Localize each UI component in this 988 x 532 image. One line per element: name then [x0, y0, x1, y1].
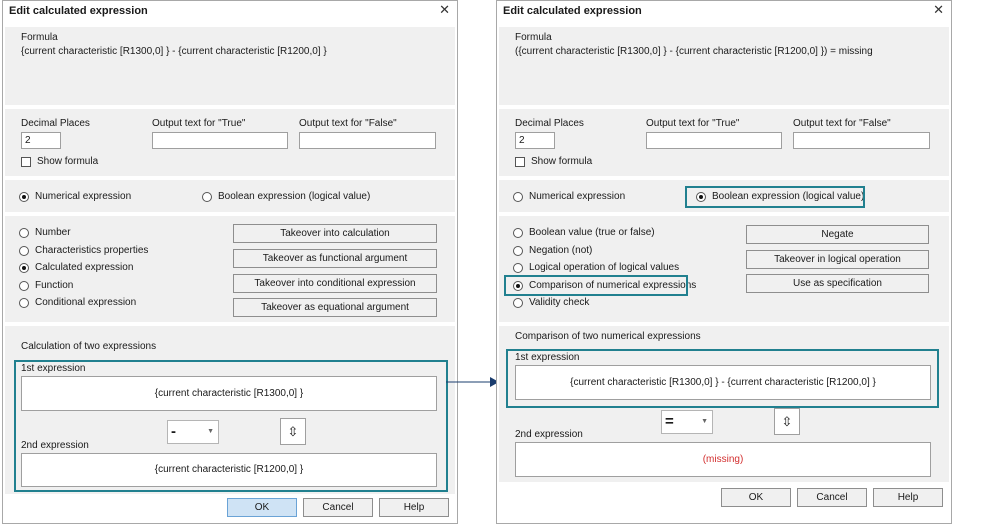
comparison-section-label: Comparison of two numerical expressions	[515, 331, 701, 342]
true-output-input[interactable]	[646, 132, 782, 149]
help-button[interactable]: Help	[379, 498, 449, 517]
radio-circle	[19, 263, 29, 273]
false-output-input[interactable]	[299, 132, 436, 149]
takeover-into-calculation-button[interactable]: Takeover into calculation	[233, 224, 437, 243]
left-mode-panel	[5, 180, 455, 212]
false-output-label: Output text for "False"	[793, 118, 891, 129]
radio-label: Validity check	[529, 297, 590, 308]
operator-select[interactable]	[661, 410, 713, 434]
decimal-places-input[interactable]: 2	[515, 132, 555, 149]
show-formula-checkbox[interactable]	[21, 156, 98, 167]
chevron-down-icon: ▼	[207, 428, 214, 435]
swap-vertical-icon: ⇳	[781, 413, 793, 429]
formula-label: Formula	[21, 32, 58, 43]
highlight-frame-calculation	[14, 360, 448, 492]
radio-number[interactable]	[19, 227, 71, 238]
formula-label: Formula	[515, 32, 552, 43]
formula-text: {current characteristic [R1300,0] } - {current characteristic [R1200,0] }	[21, 46, 327, 57]
radio-label: Boolean expression (logical value)	[712, 191, 865, 202]
right-formula-panel	[499, 27, 949, 105]
left-options-panel	[5, 216, 455, 322]
radio-circle	[19, 228, 29, 238]
takeover-conditional-expression-button[interactable]: Takeover into conditional expression	[233, 274, 437, 293]
first-expression-label: 1st expression	[21, 363, 86, 374]
radio-validity-check[interactable]	[513, 297, 589, 308]
right-dialog-title: Edit calculated expression	[503, 5, 642, 17]
show-formula-label: Show formula	[531, 156, 593, 167]
close-icon[interactable]: ✕	[439, 2, 450, 17]
takeover-logical-operation-button[interactable]: Takeover in logical operation	[746, 250, 929, 269]
radio-circle	[202, 192, 212, 202]
second-expression-value: {current characteristic [R1200,0] }	[154, 464, 304, 475]
left-dialog	[2, 0, 458, 524]
radio-circle	[513, 298, 523, 308]
formula-text: ({current characteristic [R1300,0] } - {current characteristic [R1200,0] }) = missing	[515, 46, 873, 57]
takeover-functional-argument-button[interactable]: Takeover as functional argument	[233, 249, 437, 268]
radio-label: Numerical expression	[529, 191, 626, 202]
radio-numerical-expression[interactable]	[19, 191, 131, 202]
radio-label: Numerical expression	[35, 191, 132, 202]
radio-label: Characteristics properties	[35, 245, 149, 256]
radio-circle	[513, 263, 523, 273]
calculation-section-label: Calculation of two expressions	[21, 341, 157, 352]
radio-label: Function	[35, 280, 74, 291]
left-dialog-title: Edit calculated expression	[9, 5, 148, 17]
radio-circle	[513, 192, 523, 202]
radio-label: Conditional expression	[35, 297, 137, 308]
second-expression-label: 2nd expression	[515, 429, 583, 440]
cancel-button[interactable]: Cancel	[797, 488, 867, 507]
radio-label: Negation (not)	[529, 245, 593, 256]
swap-vertical-icon: ⇳	[287, 423, 299, 439]
decimal-places-label: Decimal Places	[515, 118, 584, 129]
radio-boolean-value[interactable]	[513, 227, 655, 238]
radio-circle	[513, 246, 523, 256]
decimal-places-label: Decimal Places	[21, 118, 90, 129]
radio-label: Comparison of numerical expressions	[529, 280, 697, 291]
second-expression-label: 2nd expression	[21, 440, 89, 451]
decimal-places-input[interactable]: 2	[21, 132, 61, 149]
radio-function[interactable]	[19, 280, 73, 291]
right-options-panel	[499, 216, 949, 322]
right-settings-panel	[499, 109, 949, 176]
operator-value: =	[665, 413, 674, 430]
radio-circle	[19, 298, 29, 308]
transition-arrow	[444, 376, 500, 388]
true-output-input[interactable]	[152, 132, 288, 149]
radio-calculated-expression[interactable]	[19, 262, 133, 273]
radio-circle	[19, 192, 29, 202]
highlight-frame-boolean	[685, 186, 865, 208]
highlight-frame-comparison	[504, 275, 688, 296]
true-output-label: Output text for "True"	[152, 118, 246, 129]
chevron-down-icon: ▼	[701, 418, 708, 425]
false-output-label: Output text for "False"	[299, 118, 397, 129]
radio-circle	[19, 246, 29, 256]
radio-negation[interactable]	[513, 245, 592, 256]
left-formula-panel	[5, 27, 455, 105]
second-expression-box[interactable]	[515, 442, 931, 477]
left-titlebar	[3, 1, 457, 21]
radio-boolean-expression[interactable]	[202, 191, 370, 202]
checkbox-box	[21, 157, 31, 167]
show-formula-label: Show formula	[37, 156, 99, 167]
highlight-frame-first-expression	[506, 349, 939, 408]
swap-expressions-button[interactable]	[774, 408, 800, 435]
ok-button[interactable]: OK	[227, 498, 297, 517]
use-as-specification-button[interactable]: Use as specification	[746, 274, 929, 293]
operator-value: -	[171, 423, 176, 440]
first-expression-value: {current characteristic [R1300,0] }	[154, 388, 304, 399]
radio-circle	[513, 228, 523, 238]
ok-button[interactable]: OK	[721, 488, 791, 507]
radio-logical-operation[interactable]	[513, 262, 679, 273]
radio-numerical-expression[interactable]	[513, 191, 625, 202]
negate-button[interactable]: Negate	[746, 225, 929, 244]
close-icon[interactable]: ✕	[933, 2, 944, 17]
first-expression-value: {current characteristic [R1300,0] } - {current characteristic [R1200,0] }	[570, 377, 876, 388]
radio-circle	[19, 281, 29, 291]
cancel-button[interactable]: Cancel	[303, 498, 373, 517]
radio-label: Logical operation of logical values	[529, 262, 680, 273]
true-output-label: Output text for "True"	[646, 118, 740, 129]
help-button[interactable]: Help	[873, 488, 943, 507]
false-output-input[interactable]	[793, 132, 930, 149]
takeover-equational-argument-button[interactable]: Takeover as equational argument	[233, 298, 437, 317]
radio-characteristics-properties[interactable]	[19, 245, 148, 256]
radio-label: Boolean value (true or false)	[529, 227, 655, 238]
radio-label: Calculated expression	[35, 262, 134, 273]
right-dialog	[496, 0, 952, 524]
radio-conditional-expression[interactable]	[19, 297, 136, 308]
right-titlebar	[497, 1, 951, 21]
radio-label: Number	[35, 227, 71, 238]
second-expression-value: (missing)	[702, 454, 744, 465]
show-formula-checkbox[interactable]	[515, 156, 592, 167]
left-settings-panel	[5, 109, 455, 176]
radio-label: Boolean expression (logical value)	[218, 191, 371, 202]
checkbox-box	[515, 157, 525, 167]
first-expression-label: 1st expression	[515, 352, 580, 363]
